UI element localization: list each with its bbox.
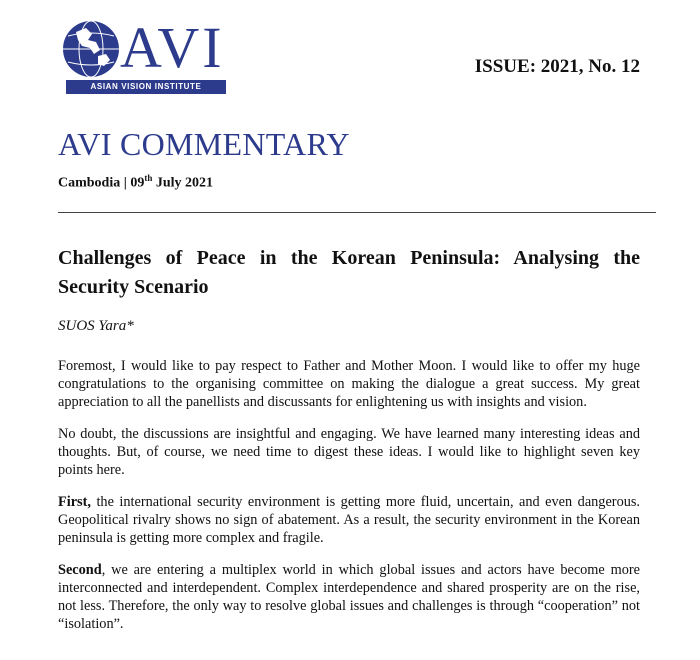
paragraph-1: Foremost, I would like to pay respect to Father and Mother Moon. I would like to offer my huge congratulations to the organising committee on making the dialogue a great success. My great appreciation to all the panellists and discussants for enlightening us with insights and vision. [58,358,640,410]
paragraph-3-text: the international security environment is getting more fluid, uncertain, and even dangerous. Geopolitical rivalry shows no sign of abatement. As a result, the security environment in the Korean peninsula is getting more complex and fragile. [58,494,640,546]
logo-wordmark: AVI [120,15,225,80]
paragraph-4 [58,561,640,633]
paragraph-3-lead: First, [58,494,91,510]
dateline-place-day: Cambodia | 09 [58,175,145,191]
article-title: Challenges of Peace in the Korean Peninsula: Analysing the Security Scenario [58,247,640,298]
dateline-month-year: July 2021 [152,175,214,191]
dateline [58,173,213,192]
avi-logo [62,15,230,96]
dateline-ordinal: th [144,173,153,183]
paragraph-4-lead: Second [58,562,102,578]
article-author: SUOS Yara* [58,318,134,334]
divider [58,212,656,213]
issue-number: ISSUE: 2021, No. 12 [474,56,640,77]
paragraph-2: No doubt, the discussions are insightful and engaging. We have learned many interesting ideas and thoughts. But, of course, we need time to digest these ideas. I would like to highlight seven key points here. [58,426,640,478]
paragraph-4-text: , we are entering a multiplex world in which global issues and actors have become more interconnected and interdependent. Complex interdependence and shared prosperity are on the rise, not less. Therefore, the only way to resolve global issues and challenges is through “cooperation” not “isolation”. [58,562,640,632]
logo-tagline: ASIAN VISION INSTITUTE [66,80,226,94]
publication-title: AVI COMMENTARY [58,126,350,162]
article-body [58,357,640,647]
globe-icon [62,20,120,78]
paragraph-3 [58,493,640,547]
